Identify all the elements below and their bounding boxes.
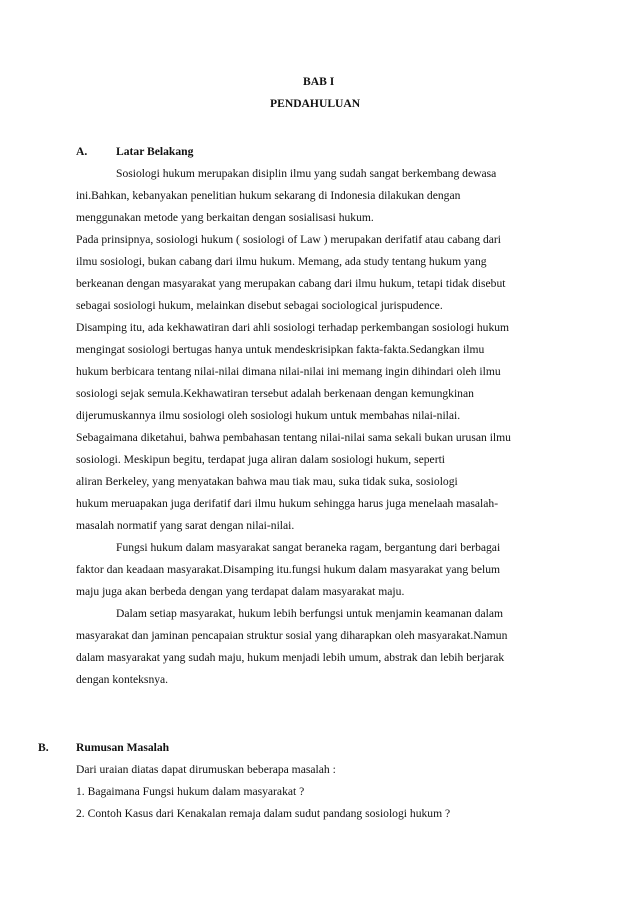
paragraph-line: aliran Berkeley, yang menyatakan bahwa mau tiak mau, suka tidak suka, sosiologi xyxy=(76,475,458,488)
paragraph-line: sosiologi sejak semula.Kekhawatiran tersebut adalah berkenaan dengan kemungkinan xyxy=(76,387,474,400)
list-item: 1. Bagaimana Fungsi hukum dalam masyarakat ? xyxy=(76,785,305,798)
paragraph-line: sebagai sosiologi hukum, melainkan disebut sebagai sociological jurispudence. xyxy=(76,299,443,312)
paragraph-line: Disamping itu, ada kekhawatiran dari ahli sosiologi terhadap perkembangan sosiologi hukum xyxy=(76,321,510,334)
paragraph-line: dalam masyarakat yang sudah maju, hukum menjadi lebih umum, abstrak dan lebih berjarak xyxy=(76,651,505,664)
paragraph-line: Sosiologi hukum merupakan disiplin ilmu yang sudah sangat berkembang dewasa xyxy=(116,167,497,180)
paragraph-line: dengan konteksnya. xyxy=(76,673,169,686)
paragraph-line: masyarakat dan jaminan pencapaian struktur sosial yang diharapkan oleh masyarakat.Namun xyxy=(76,629,508,642)
paragraph-line: menggunakan metode yang berkaitan dengan sosialisasi hukum. xyxy=(76,211,374,224)
paragraph-line: Sebagaimana diketahui, bahwa pembahasan tentang nilai-nilai sama sekali bukan urusan ilmu xyxy=(76,431,511,444)
chapter-number: BAB I xyxy=(303,75,335,88)
paragraph-line: hukum berbicara tentang nilai-nilai dimana nilai-nilai ini memang ingin dihindari oleh ilmu xyxy=(76,365,501,378)
paragraph-line: mengingat sosiologi bertugas hanya untuk mendeskrisipkan fakta-fakta.Sedangkan ilmu xyxy=(76,343,485,356)
paragraph-line: berkeanan dengan masyarakat yang merupakan cabang dari ilmu hukum, tetapi tidak disebut xyxy=(76,277,506,290)
section-b-heading: Rumusan Masalah xyxy=(76,741,170,754)
section-a-marker: A. xyxy=(76,145,88,158)
list-item: 2. Contoh Kasus dari Kenakalan remaja dalam sudut pandang sosiologi hukum ? xyxy=(76,807,451,820)
paragraph-line: Fungsi hukum dalam masyarakat sangat beraneka ragam, bergantung dari berbagai xyxy=(116,541,501,554)
paragraph-line: Dalam setiap masyarakat, hukum lebih berfungsi untuk menjamin keamanan dalam xyxy=(116,607,503,620)
paragraph-line: faktor dan keadaan masyarakat.Disamping itu.fungsi hukum dalam masyarakat yang belum xyxy=(76,563,501,576)
paragraph-line: Dari uraian diatas dapat dirumuskan beberapa masalah : xyxy=(76,763,336,776)
paragraph-line: hukum meruapakan juga derifatif dari ilmu hukum sehingga harus juga menelaah masalah- xyxy=(76,497,499,510)
paragraph-line: ini.Bahkan, kebanyakan penelitian hukum sekarang di Indonesia dilakukan dengan xyxy=(76,189,461,202)
paragraph-line: Pada prinsipnya, sosiologi hukum ( sosiologi of Law ) merupakan derifatif atau cabang dari xyxy=(76,233,501,246)
section-b-marker: B. xyxy=(38,741,49,754)
chapter-title: PENDAHULUAN xyxy=(270,97,361,110)
paragraph-line: dijerumuskannya ilmu sosiologi oleh sosiologi hukum untuk membahas nilai-nilai. xyxy=(76,409,461,422)
section-a-heading: Latar Belakang xyxy=(116,145,194,158)
paragraph-line: ilmu sosiologi, bukan cabang dari ilmu hukum. Memang, ada study tentang hukum yang xyxy=(76,255,487,268)
paragraph-line: sosiologi. Meskipun begitu, terdapat juga aliran dalam sosiologi hukum, seperti xyxy=(76,453,446,466)
paragraph-line: maju juga akan berbeda dengan yang terdapat dalam masyarakat maju. xyxy=(76,585,405,598)
paragraph-line: masalah normatif yang sarat dengan nilai-nilai. xyxy=(76,519,295,532)
